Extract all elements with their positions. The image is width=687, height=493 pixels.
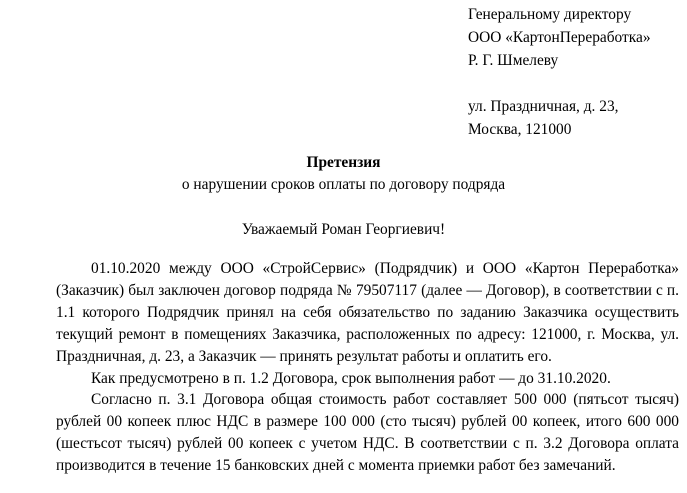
addressee-city: Москва, 121000: [468, 121, 572, 138]
body-paragraph: 01.10.2020 между ООО «СтройСервис» (Подрядчик) и ООО «Картон Переработка» (Заказчик) был заключен договор подряда № 79507117 (далее — Договор), в соответствии с п. 1.1 которого Подрядчик принял на себя обязательство по заданию Заказчика осуществить текущий ремонт в помещениях Заказчика, расположенных по адресу: 121000, г. Москва, ул. Праздничная, д. 23, а Заказчик — принять результат работы и оплатить его.: [56, 260, 679, 365]
addressee-street: ул. Праздничная, д. 23,: [468, 98, 619, 115]
addressee-position: Генеральному директору: [468, 6, 632, 23]
body-paragraph: Согласно п. 3.1 Договора общая стоимость работ составляет 500 000 (пятьсот тысяч) рублей 00 копеек плюс НДС в размере 100 000 (сто тысяч) рублей 00 копеек, итого 600 000 (шестьсот тысяч) рублей 00 копеек с учетом НДС. В соответствии с п. 3.2 Договора оплата производится в течение 15 банковских дней с момента приемки работ без замечаний.: [56, 391, 679, 475]
addressee-spacer: [468, 72, 651, 95]
document-body: [56, 258, 679, 477]
addressee-block: [468, 3, 651, 141]
body-paragraph: Как предусмотрено в п. 1.2 Договора, срок выполнения работ — до 31.10.2020.: [91, 369, 611, 387]
greeting: Уважаемый Роман Георгиевич!: [241, 221, 446, 238]
document-title: Претензия: [306, 154, 381, 171]
document-subtitle: о нарушении сроков оплаты по договору подряда: [181, 176, 506, 193]
addressee-company: ООО «КартонПереработка»: [468, 29, 651, 46]
addressee-name: Р. Г. Шмелеву: [468, 52, 559, 69]
